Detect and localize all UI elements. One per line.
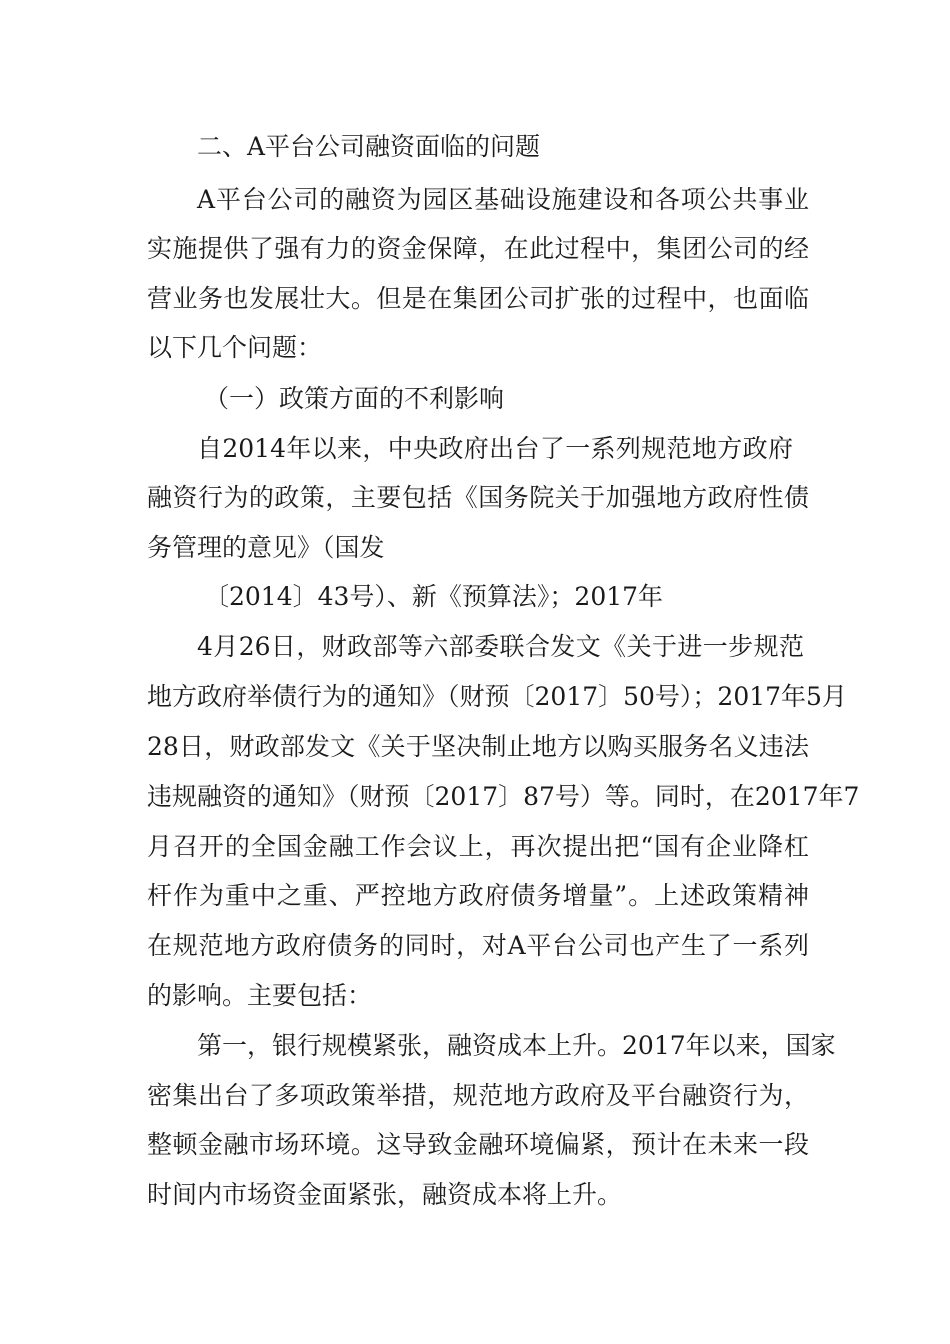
paragraph-line: 月召开的全国金融工作会议上，再次提出把“国有企业降杠 bbox=[147, 832, 809, 861]
paragraph-line: 〔2014〕43号）、新《预算法》；2017年 bbox=[204, 582, 664, 611]
paragraph-line: A平台公司的融资为园区基础设施建设和各项公共事业 bbox=[197, 185, 809, 214]
paragraph-line: 时间内市场资金面紧张，融资成本将上升。 bbox=[147, 1180, 623, 1209]
paragraph-line: 在规范地方政府债务的同时，对A平台公司也产生了一系列 bbox=[147, 931, 809, 960]
paragraph-line: 违规融资的通知》（财预〔2017〕87号）等。同时，在2017年7 bbox=[147, 782, 860, 811]
paragraph-line: 28日，财政部发文《关于坚决制止地方以购买服务名义违法 bbox=[147, 732, 809, 761]
paragraph-line: 以下几个问题： bbox=[147, 333, 323, 362]
paragraph-line: 杆作为重中之重、严控地方政府债务增量”。上述政策精神 bbox=[147, 881, 809, 910]
paragraph-line: 的影响。主要包括： bbox=[147, 981, 373, 1010]
section-heading: 二、A平台公司融资面临的问题 bbox=[197, 132, 541, 161]
paragraph-line: 融资行为的政策，主要包括《国务院关于加强地方政府性债 bbox=[147, 483, 809, 512]
paragraph-line: 务管理的意见》（国发 bbox=[147, 533, 385, 562]
paragraph-line: 实施提供了强有力的资金保障，在此过程中，集团公司的经 bbox=[147, 234, 809, 263]
paragraph-line: 4月26日，财政部等六部委联合发文《关于进一步规范 bbox=[197, 632, 804, 661]
paragraph-line: 密集出台了多项政策举措，规范地方政府及平台融资行为， bbox=[147, 1081, 809, 1110]
paragraph-line: 自2014年以来，中央政府出台了一系列规范地方政府 bbox=[197, 434, 793, 463]
subsection-heading: （一）政策方面的不利影响 bbox=[204, 384, 505, 413]
paragraph-line: 地方政府举债行为的通知》（财预〔2017〕50号）；2017年5月 bbox=[147, 682, 847, 711]
paragraph-line: 营业务也发展壮大。但是在集团公司扩张的过程中，也面临 bbox=[147, 284, 809, 313]
paragraph-line: 第一，银行规模紧张，融资成本上升。2017年以来，国家 bbox=[197, 1031, 836, 1060]
paragraph-line: 整顿金融市场环境。这导致金融环境偏紧，预计在未来一段 bbox=[147, 1130, 809, 1159]
